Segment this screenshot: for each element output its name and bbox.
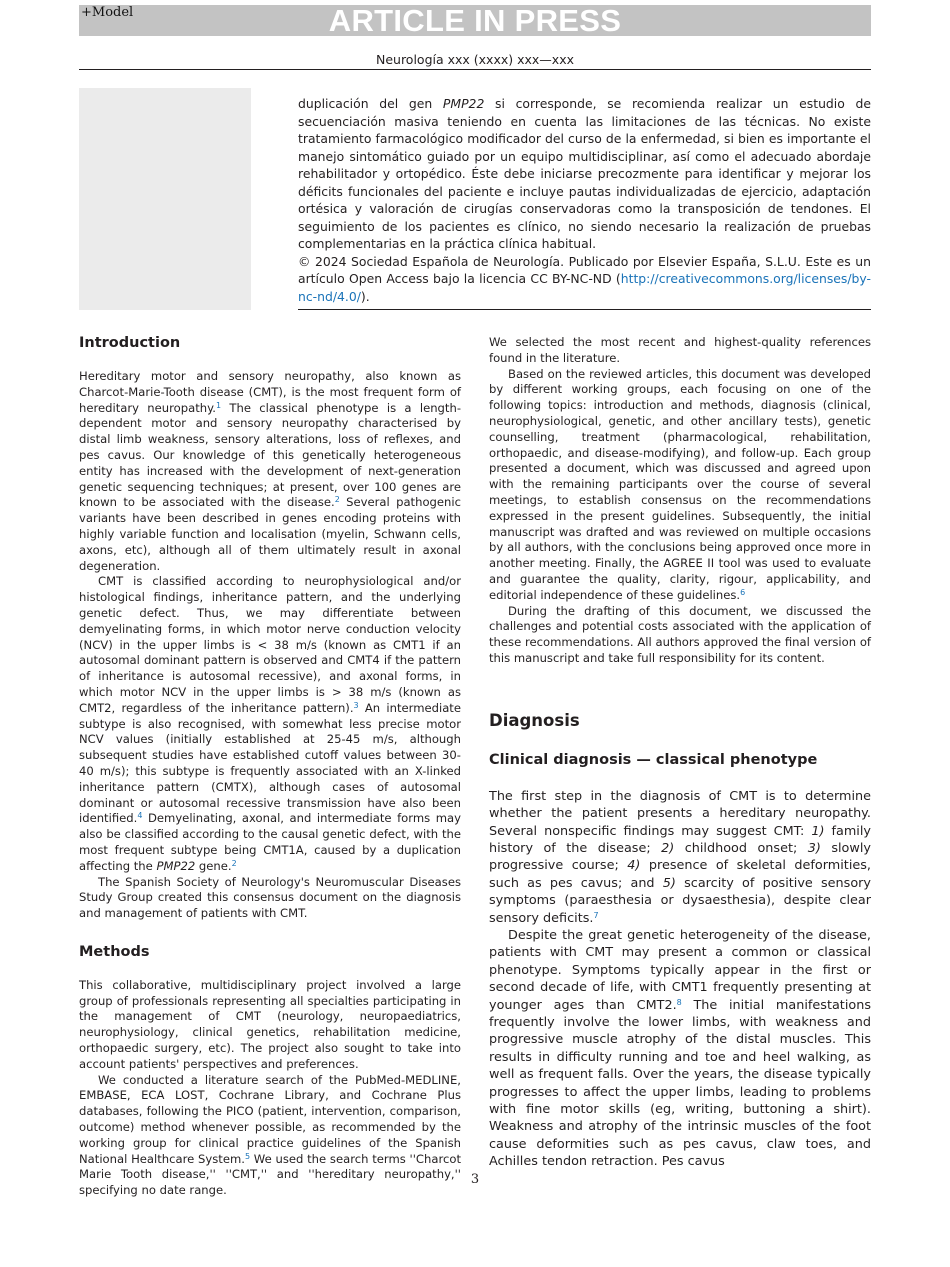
citation-link[interactable]: 2 — [231, 858, 237, 868]
citation-link[interactable]: 7 — [593, 910, 599, 920]
gene-name: PMP22 — [442, 96, 485, 111]
citation-link[interactable]: 5 — [244, 1151, 251, 1161]
introduction-paragraph-2: CMT is classified according to neurophysiological and/or histological findings, inheritance pattern, and the underlying genetic defect. Thus, we may differentiate between demyelinating forms, in which motor nerve conduction velocity (NCV) in the upper limbs is < 38 m/s (known as CMT1 if an autosomal dominant pattern is observed and CMT4 if the pattern of inheritance is autosomal recessive), and axonal forms, in which motor NCV in the upper limbs is > 38 m/s (known as CMT2, regardless of the inheritance pattern).$^3$ An intermediate subtype is also recognised, with somewhat less precise motor NCV values (initially established at 25-45 m/s, although subsequent studies have established cutoff values between 30-40 m/s); this subtype is frequently associated with an X-linked inheritance pattern (CMTX), although cases of autosomal dominant or autosomal recessive transmission have also been identified.$^4$ Demyelinating, axonal, and intermediate forms may also be classified according to the causal genetic defect, with the most frequent subtype being CMT1A, caused by a duplication affecting the PMP22 gene.$^2$ — [79, 574, 461, 873]
copyright-text: © 2024 Sociedad Española de Neurología. Publicado por Elsevier España, S.L.U. Este es un artículo Open Access bajo la licencia CC BY-NC-ND ( — [298, 253, 871, 286]
abstract-rule — [298, 309, 871, 310]
model-label: +Model — [81, 5, 134, 20]
page-number: 3 — [470, 1172, 480, 1187]
right-column — [489, 335, 871, 1171]
diagnosis-heading: Diagnosis — [489, 710, 580, 730]
introduction-paragraph-1: Hereditary motor and sensory neuropathy, also known as Charcot-Marie-Tooth disease (CMT), is the most frequent form of hereditary neuropathy.$^1$ The classical phenotype is a length-dependent motor and sensory neuropathy characterised by distal limb weakness, sensory alterations, loss of reflexes, and pes cavus. Our knowledge of this genetically heterogeneous entity has increased with the development of next-generation genetic sequencing techniques; at present, over 100 genes are known to be associated with the disease.$^2$ Several pathogenic variants have been described in genes encoding proteins with highly variable function and localisation (myelin, Schwann cells, axons, etc), although all of them ultimately result in axonal degeneration. — [79, 369, 461, 573]
citation-link[interactable]: 6 — [740, 587, 746, 597]
header-rule — [79, 69, 871, 70]
citation-link[interactable]: 8 — [676, 997, 682, 1007]
citation-link[interactable]: 2 — [334, 495, 340, 505]
left-column — [79, 333, 461, 1199]
introduction-heading: Introduction — [79, 335, 181, 351]
methods-paragraph-1: This collaborative, multidisciplinary project involved a large group of professionals representing all specialties participating in the management of CMT (neurology, neuropaediatrics, neurophysiology, clinical genetics, rehabilitation medicine, orthopaedic surgery, etc). The project also sought to take into account patients' perspectives and preferences. — [79, 977, 461, 1071]
clinical-diagnosis-subheading: Clinical diagnosis — classical phenotype — [489, 751, 818, 768]
running-head: Neurología xxx (xxxx) xxx—xxx — [375, 52, 574, 67]
abstract-text: duplicación del gen PMP22 si corresponde, se recomienda realizar un estudio de secuenciación masiva teniendo en cuenta las limitaciones de las técnicas. No existe tratamiento farmacológico modificador del curso de la enfermedad, si bien es importante el manejo sintomático guiado por un equipo multidisciplinar, así como el adecuado abordaje rehabilitador y ortopédico. Éste debe iniciarse precozmente para identificar y mejorar los déficits funcionales del paciente e incluye pautas individualizadas de ejercicio, adaptación ortésica y valoración de cirugías conservadoras como la transposición de tendones. El seguimiento de los pacientes es clínico, no siendo necesario la realización de pruebas complementarias en la práctica clínica habitual. © 2024 Sociedad Española de Neurología. Publicado por Elsevier España, S.L.U. Este es un artículo Open Access bajo la licencia CC BY-NC-ND (http://creativecommons.org/licenses/by-nc-nd/4.0/). — [298, 96, 872, 304]
methods-heading: Methods — [79, 943, 150, 960]
citation-link[interactable]: 4 — [137, 811, 143, 821]
citation-link[interactable]: 3 — [353, 700, 359, 710]
methods-paragraph-5: During the drafting of this document, we discussed the challenges and potential costs associated with the application of these recommendations. All authors approved the final version of this manuscript and take full responsibility for its content. — [489, 603, 871, 665]
methods-paragraph-2: We conducted a literature search of the PubMed-MEDLINE, EMBASE, ECA LOST, Cochrane Library, and Cochrane Plus databases, following the PICO (patient, intervention, comparison, outcome) method whenever possible, as recommended by the working group for clinical practice guidelines of the Spanish National Healthcare System.$^5$ We used the search terms ''Charcot Marie Tooth disease,'' ''CMT,'' and ''hereditary neuropathy,'' specifying no date range. — [79, 1072, 461, 1198]
abstract-sidebar-box — [79, 88, 251, 310]
license-link[interactable]: http://creativecommons.org/licenses/by-nc-nd/4.0/ — [298, 271, 871, 304]
diagnosis-paragraph-1: The first step in the diagnosis of CMT is to determine whether the patient presents a hereditary neuropathy. Several nonspecific findings may suggest CMT: 1) family history of the disease; 2) childhood onset; 3) slowly progressive course; 4) presence of skeletal deformities, such as pes cavus; and 5) scarcity of positive sensory symptoms (paraesthesia or dysaesthesia), despite clear sensory deficits.$^7$ — [489, 788, 871, 926]
introduction-paragraph-3: The Spanish Society of Neurology's Neuromuscular Diseases Study Group created this consensus document on the diagnosis and management of patients with CMT. — [79, 874, 461, 921]
citation-link[interactable]: 1 — [216, 400, 222, 410]
diagnosis-paragraph-2: Despite the great genetic heterogeneity of the disease, patients with CMT may present a common or classical phenotype. Symptoms typically appear in the first or second decade of life, with CMT1 frequently presenting at younger ages than CMT2.$^8$ The initial manifestations frequently involve the lower limbs, with weakness and progressive muscle atrophy of the distal muscles. This results in difficulty running and toe and heel walking, as well as frequent falls. Over the years, the disease typically progresses to affect the upper limbs, leading to problems with fine motor skills (eg, writing, buttoning a shirt). Weakness and atrophy of the intrinsic muscles of the foot cause deformities such as pes cavus, claw toes, and Achilles tendon retraction. Pes cavus — [489, 927, 871, 1170]
banner-title: ARTICLE IN PRESS — [328, 3, 622, 38]
article-in-press-banner — [79, 5, 871, 36]
methods-paragraph-4: Based on the reviewed articles, this document was developed by different working groups, each focusing on one of the following topics: introduction and methods, diagnosis (clinical, neurophysiological, genetic, and other ancillary tests), genetic counselling, treatment (pharmacological, rehabilitation, orthopaedic, and disease-modifying), and follow-up. Each group presented a document, which was discussed and agreed upon with the remaining participants over the course of several meetings, to establish consensus on the recommendations expressed in the present guidelines. Subsequently, the initial manuscript was drafted and was reviewed on multiple occasions by all authors, with the conclusions being approved once more in another meeting. Finally, the AGREE II tool was used to evaluate and guarantee the quality, clarity, rigour, applicability, and editorial independence of these guidelines.$^6$ — [489, 366, 871, 602]
methods-paragraph-3: We selected the most recent and highest-quality references found in the literature. — [489, 335, 871, 365]
